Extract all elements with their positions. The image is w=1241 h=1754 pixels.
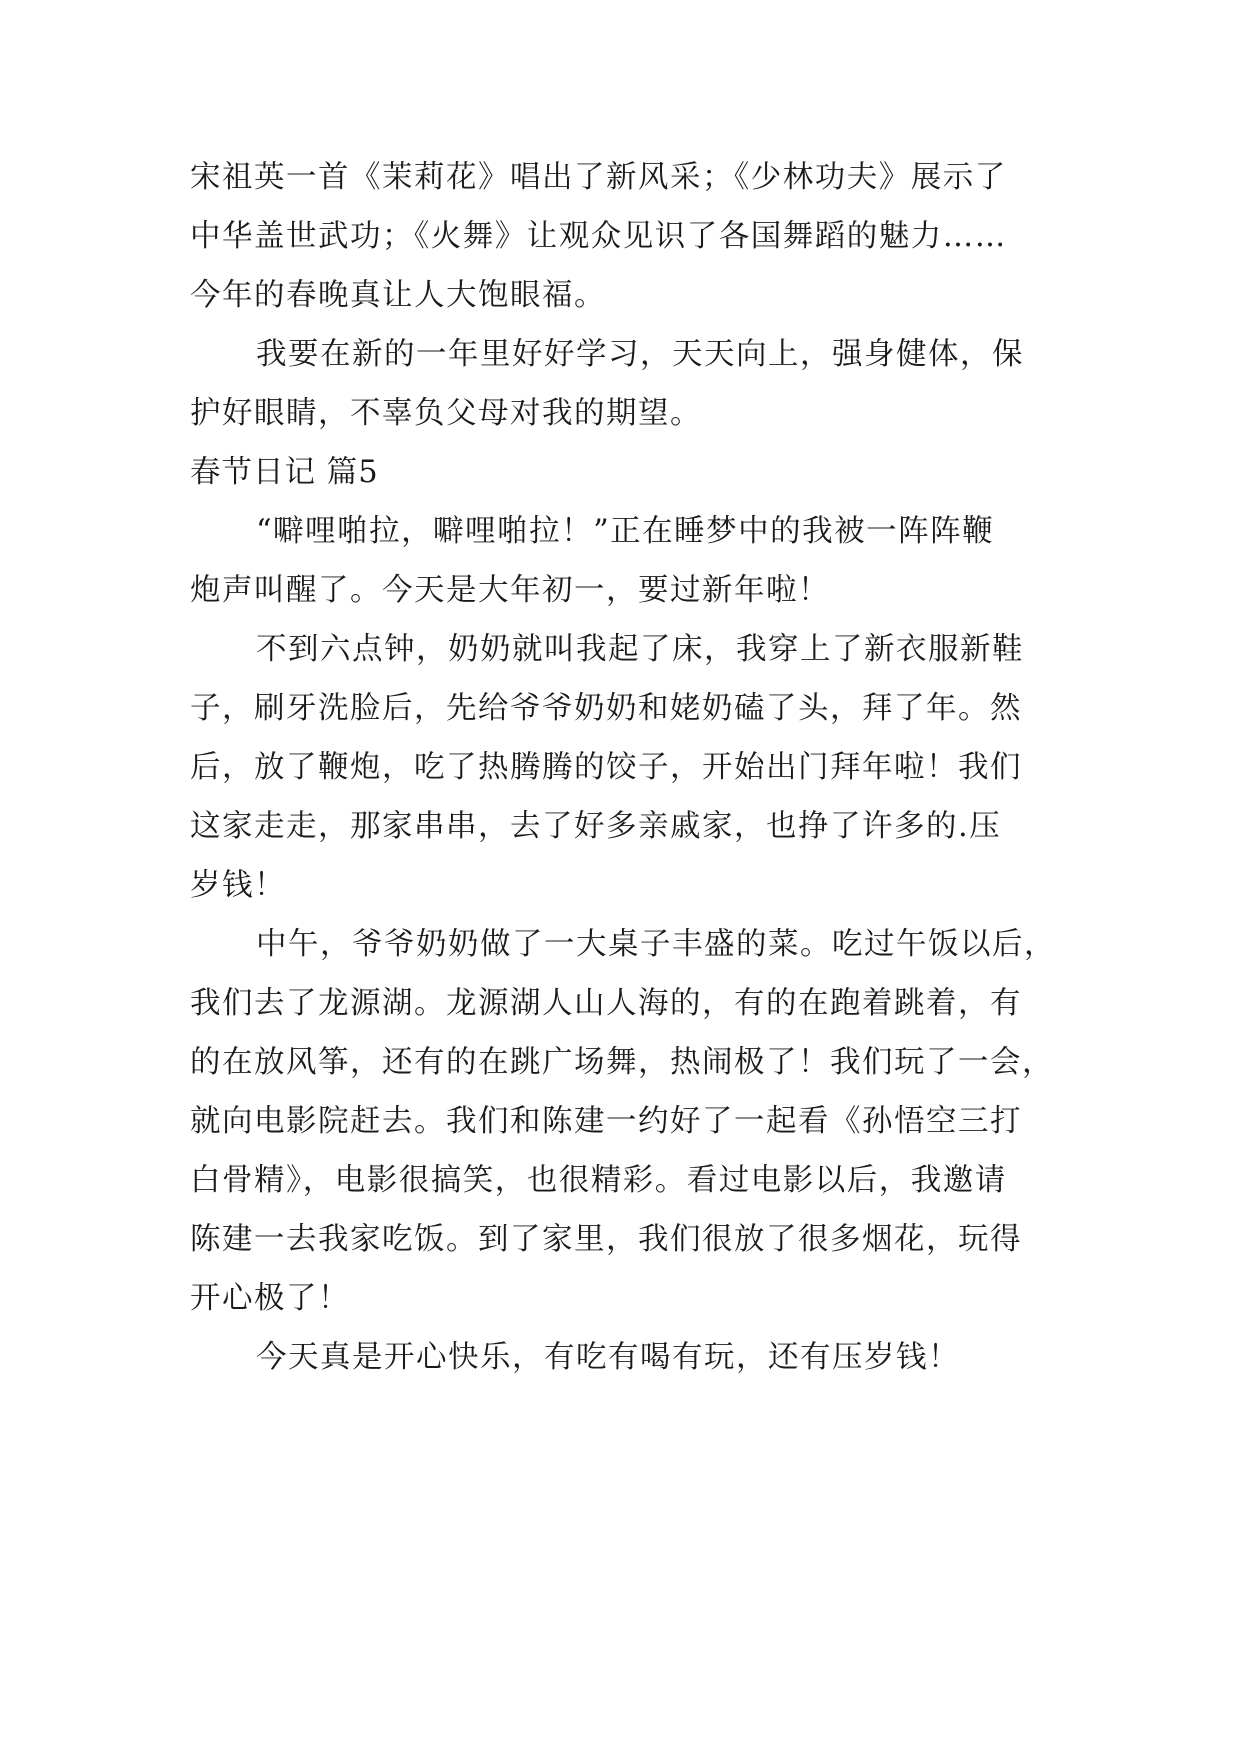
text-line: 炮声叫醒了。今天是大年初一，要过新年啦！: [190, 573, 830, 608]
text-line: 我们去了龙源湖。龙源湖人山人海的，有的在跑着跳着，有: [190, 986, 1022, 1021]
text-line: 陈建一去我家吃饭。到了家里，我们很放了很多烟花，玩得: [190, 1222, 1022, 1257]
text-line: 护好眼睛，不辜负父母对我的期望。: [190, 396, 702, 431]
text-line: 今年的春晚真让人大饱眼福。: [190, 278, 606, 313]
paragraph-first-line: “噼哩啪拉，噼哩啪拉！”正在睡梦中的我被一阵阵鞭: [256, 514, 995, 549]
text-line: 白骨精》，电影很搞笑，也很精彩。看过电影以后，我邀请: [190, 1163, 1007, 1198]
section-heading: 春节日记 篇5: [190, 455, 379, 490]
text-line: 就向电影院赶去。我们和陈建一约好了一起看《孙悟空三打: [190, 1104, 1022, 1139]
paragraph-first-line: 今天真是开心快乐，有吃有喝有玩，还有压岁钱！: [256, 1340, 960, 1375]
paragraph-first-line: 不到六点钟，奶奶就叫我起了床，我穿上了新衣服新鞋: [256, 632, 1024, 667]
text-line: 的在放风筝，还有的在跳广场舞，热闹极了！我们玩了一会，: [190, 1045, 1054, 1080]
text-line: 宋祖英一首《茉莉花》唱出了新风采；《少林功夫》展示了: [190, 160, 1007, 195]
paragraph-first-line: 我要在新的一年里好好学习，天天向上，强身健体，保: [256, 337, 1024, 372]
text-line: 这家走走，那家串串，去了好多亲戚家，也挣了许多的.压: [190, 809, 1002, 844]
text-line: 岁钱！: [190, 868, 286, 903]
text-line: 子，刷牙洗脸后，先给爷爷奶奶和姥奶磕了头，拜了年。然: [190, 691, 1022, 726]
text-line: 开心极了！: [190, 1281, 350, 1316]
document-page: [190, 148, 1060, 1387]
text-line: 中华盖世武功；《火舞》让观众见识了各国舞蹈的魅力……: [190, 219, 1007, 254]
paragraph-first-line: 中午，爷爷奶奶做了一大桌子丰盛的菜。吃过午饭以后，: [256, 927, 1056, 962]
text-line: 后，放了鞭炮，吃了热腾腾的饺子，开始出门拜年啦！我们: [190, 750, 1022, 785]
